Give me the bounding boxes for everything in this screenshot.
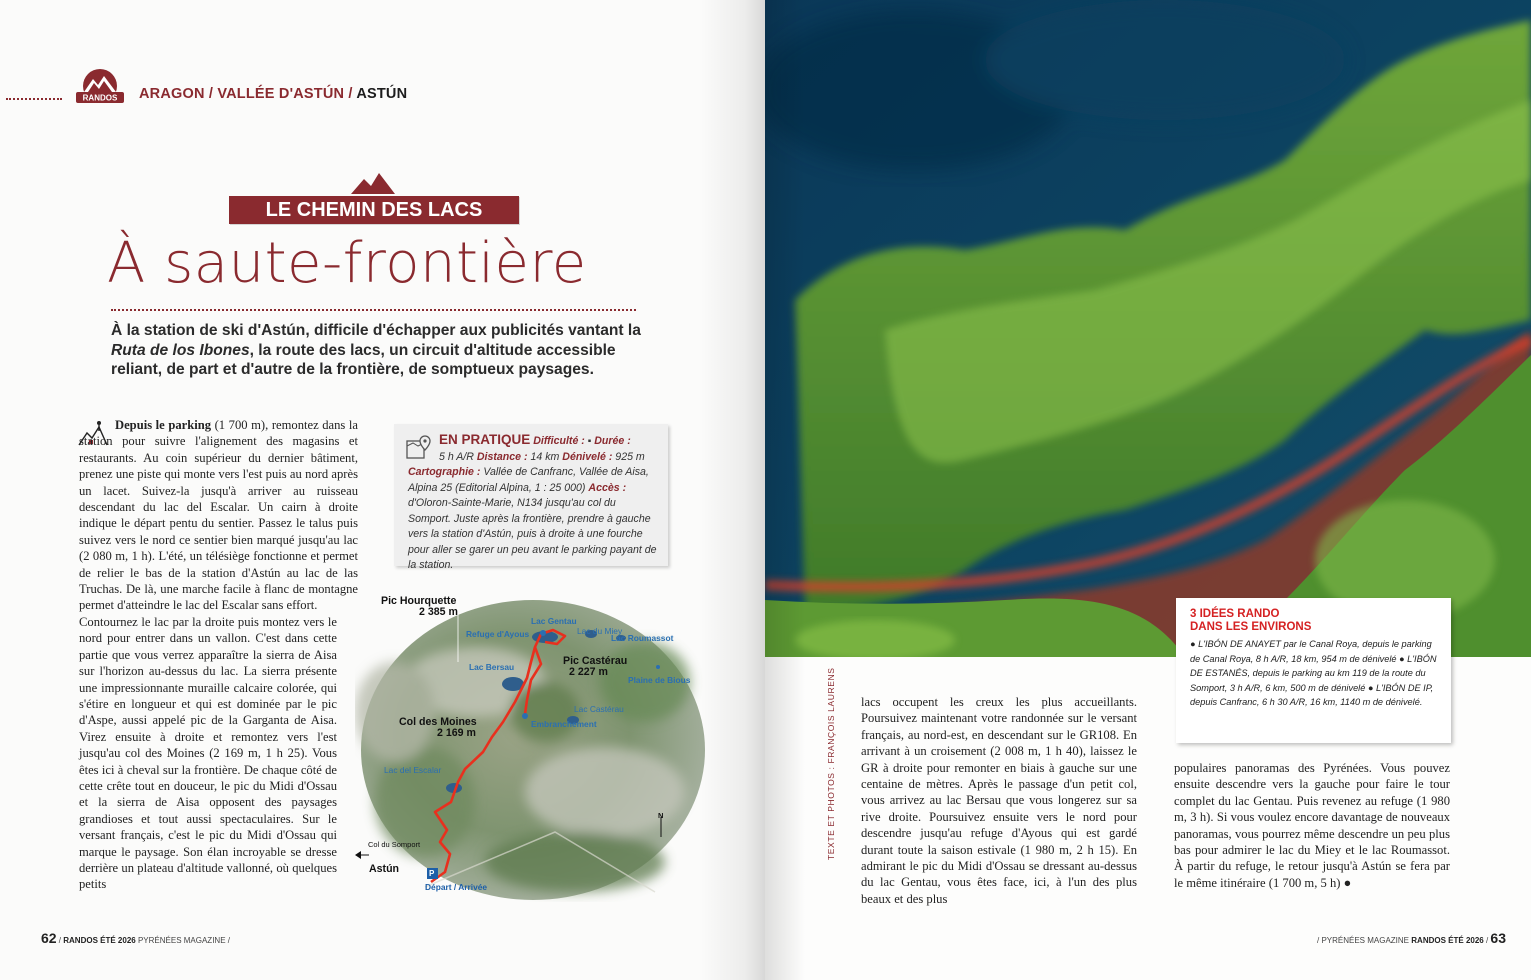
- ideas-box: [1176, 598, 1451, 743]
- map-refuge: Refuge d'Ayous: [466, 629, 530, 639]
- standfirst: À la station de ski d'Astún, difficile d'échapper aux publicités vantant la Ruta de los Ibones, la route des lacs, un circuit d'altitude accessible reliant, de part et d'autre de la frontière, de somptueux paysages.: [111, 322, 641, 378]
- elevation-value: 925 m: [615, 450, 645, 463]
- difficulty-label: Difficulté :: [533, 435, 585, 447]
- map-lac-roumassot: Lac Roumassot: [611, 633, 674, 643]
- duration-value: 5 h A/R: [439, 450, 474, 463]
- map-col-moines-alt: 2 169 m: [437, 727, 476, 739]
- lead-text: Depuis le parking: [115, 418, 212, 432]
- access-label: Accès :: [588, 481, 627, 494]
- map-col-moines: Col des Moines: [399, 716, 477, 728]
- folio-right: / PYRÉNÉES MAGAZINE RANDOS ÉTÉ 2026 / 63: [1317, 930, 1506, 946]
- end-mark-icon: ●: [1343, 875, 1352, 890]
- distance-value: 14 km: [530, 450, 560, 463]
- map-lac-casterau: Lac Castérau: [574, 704, 624, 714]
- map-label: Cartographie :: [408, 466, 481, 478]
- body-column-3: [861, 694, 1137, 907]
- access-value: d'Oloron-Sainte-Marie, N134 jusqu'au col du Somport. Juste après la frontière, prendre à gauche vers la station d'Astún, puis à droite à une fourche pour aller se garer un peu avant le parking payant de la station.: [408, 497, 657, 571]
- photo-credit: TEXTE ET PHOTOS : FRANÇOIS LAURENS: [826, 667, 836, 860]
- paragraph-1: (1 700 m), remontez dans la station pour suivre l'alignement des magasins et restaurants. Au coin supérieur du dernier bâtiment, prenez une piste qui monte vers l'est puis au nord après un lacet. Suivez-la jusqu'à arriver au ruisseau descendant du lac del Escalar. Un cairn à droite indique le départ pentu du sentier. Passez le talus puis suivez vers le nord ce sentier bien marqué jusqu'au lac (2 080 m, 1 h). L'été, un télésiège fonctionne et permet de relier le bas de la station d'Astún au lac de las Truchas. De là, une marche facile à flanc de montagne permet d'atteindre le lac del Escalar sans effort.: [79, 418, 358, 613]
- map-embranchement: Embranchement: [531, 719, 597, 729]
- ideas-title-1: 3 IDÉES RANDO: [1190, 608, 1280, 620]
- ideas-title-2: DANS LES ENVIRONS: [1190, 620, 1312, 633]
- page-number-right: 63: [1490, 930, 1506, 946]
- map-plaine-de-bious: Plaine de Bious: [628, 675, 691, 685]
- map-lac-escalar: Lac del Escalar: [384, 765, 442, 775]
- map-pin-icon: [406, 434, 432, 460]
- title-divider: [111, 309, 636, 311]
- left-page: [0, 0, 765, 980]
- distance-label: Distance :: [476, 450, 528, 463]
- map-lac-gentau: Lac Gentau: [531, 616, 577, 626]
- breadcrumb-place: ASTÚN: [356, 86, 408, 102]
- body-column-1: [79, 417, 358, 893]
- folio-left-text: PYRÉNÉES MAGAZINE /: [137, 936, 230, 945]
- gutter-shadow: [700, 0, 765, 980]
- map-pic-hourquette: Pic Hourquette: [381, 595, 457, 607]
- map-pic-hourquette-alt: 2 385 m: [419, 606, 458, 618]
- breadcrumb-region: ARAGON /: [139, 86, 214, 102]
- map-col-somport: Col du Somport: [368, 840, 421, 849]
- ideas-text: ● L'IBÓN DE ANAYET par le Canal Roya, depuis le parking de Canal Roya, 8 h A/R, 18 km, 954 m de dénivelé ● L'IBÓN DE ESTANÉS, depuis le parking au km 119 de la route du Somport, 3 h A/R, 6 km, 500 m de dénivelé ● L'IBÓN DE IP, depuis Canfranc, 6 h 30 A/R, 16 km, 1140 m de dénivelé.: [1190, 639, 1437, 708]
- badge-label: RANDOS: [82, 93, 118, 103]
- aerial-lake-photo: [765, 0, 1531, 657]
- page-title: À saute-frontière: [107, 231, 587, 296]
- practical-info-box: [394, 424, 668, 571]
- header-dots: [6, 98, 62, 100]
- map-value: Vallée de Canfranc, Vallée de Aisa, Alpina 25 (Editorial Alpina, 1 : 25 000): [408, 466, 649, 494]
- map-pic-casterau: Pic Castérau: [563, 655, 628, 667]
- breadcrumb: [139, 86, 407, 102]
- body-column-4: [1174, 760, 1450, 891]
- map-lac-bersau: Lac Bersau: [469, 662, 515, 672]
- randos-badge-icon: [76, 68, 124, 108]
- duration-label: Durée :: [594, 435, 631, 447]
- map-pic-casterau-alt: 2 227 m: [569, 666, 608, 678]
- map-lac-du-miey: Lac du Miey: [577, 626, 623, 636]
- breadcrumb-valley: VALLÉE D'ASTÚN /: [217, 86, 353, 102]
- folio-left: 62 / RANDOS ÉTÉ 2026 PYRÉNÉES MAGAZINE /: [41, 930, 230, 946]
- map-depart: Départ / Arrivée: [425, 882, 488, 892]
- folio-right-mag: RANDOS ÉTÉ 2026: [1411, 936, 1484, 945]
- boot-icon: ▪: [587, 436, 592, 447]
- elevation-label: Dénivelé :: [562, 450, 613, 463]
- right-page: [765, 0, 1531, 980]
- paragraph-3: lacs occupent les creux les plus accueillants. Poursuivez maintenant votre randonnée sur le versant français, au nord-est, en descendant sur le GR108. En arrivant à un croisement (2 008 m, 1 h 40), laissez le GR à droite pour remonter en biais à gauche sur une centaine de mètres. Après le passage d'un petit col, vous arrivez au lac Bersau que vous longerez sur sa rive droite. Poursuivez ensuite vers le nord pour descendre jusqu'au refuge d'Ayous qui est gardé durant toute la saison estivale (1 980 m, 2 h 15). En admirant le pic du Midi d'Ossau se dressant au-dessus du lac Gentau, vous êtes face, ici, à l'un des plus beaux et des plus: [861, 695, 1137, 906]
- paragraph-4: populaires panoramas des Pyrénées. Vous pouvez ensuite descendre vers la gauche pour faire le tour complet du lac Gentau. Puis revenez au refuge (1 980 m, 3 h). Si vous voulez encore davantage de nouveaux panoramas, vous pourrez même descendre un peu plus bas pour admirer le lac du Miey et le lac Roumassot. À partir du refuge, le retour jusqu'à Astún se fera par le même itinéraire (1 700 m, 5 h): [1174, 761, 1450, 890]
- parking-icon: P: [429, 869, 435, 878]
- mountain-icon: [349, 170, 397, 196]
- paragraph-2: Contournez le lac par la droite puis montez vers le nord pour entrer dans un vallon. C'est dans cette partie que vous verrez apparaître la sierra de Aisa sur l'horizon au-dessus du lac. La sierra présente une impressionnante muraille calcaire colorée, qui s'étire en longueur et qui est dominée par le pic d'Aspe, aussi appelé pic de la Garganta de Aisa. Virez ensuite à droite et remontez vers l'est jusqu'au col des Moines (2 169 m, 1 h 25). Vous êtes ici à cheval sur la frontière. De chaque côté de cette crête tout en douceur, le pic du Midi d'Ossau et la sierra de Aisa opposent des paysages grandioses et tout aussi spectaculaires. Sur le versant français, c'est le pic du Midi d'Ossau qui marque le paysage. Son élan incroyable se dresse derrière un plateau d'altitude vallonné, où quelques petits: [79, 614, 337, 892]
- kicker: LE CHEMIN DES LACS: [229, 196, 519, 224]
- folio-left-mag: RANDOS ÉTÉ 2026: [63, 936, 136, 945]
- north-arrow-icon: N: [658, 811, 664, 820]
- folio-right-text: / PYRÉNÉES MAGAZINE: [1317, 936, 1410, 945]
- route-map: [355, 592, 705, 902]
- practical-title: EN PRATIQUE: [439, 432, 531, 447]
- map-astun: Astún: [369, 863, 400, 875]
- page-number-left: 62: [41, 930, 57, 946]
